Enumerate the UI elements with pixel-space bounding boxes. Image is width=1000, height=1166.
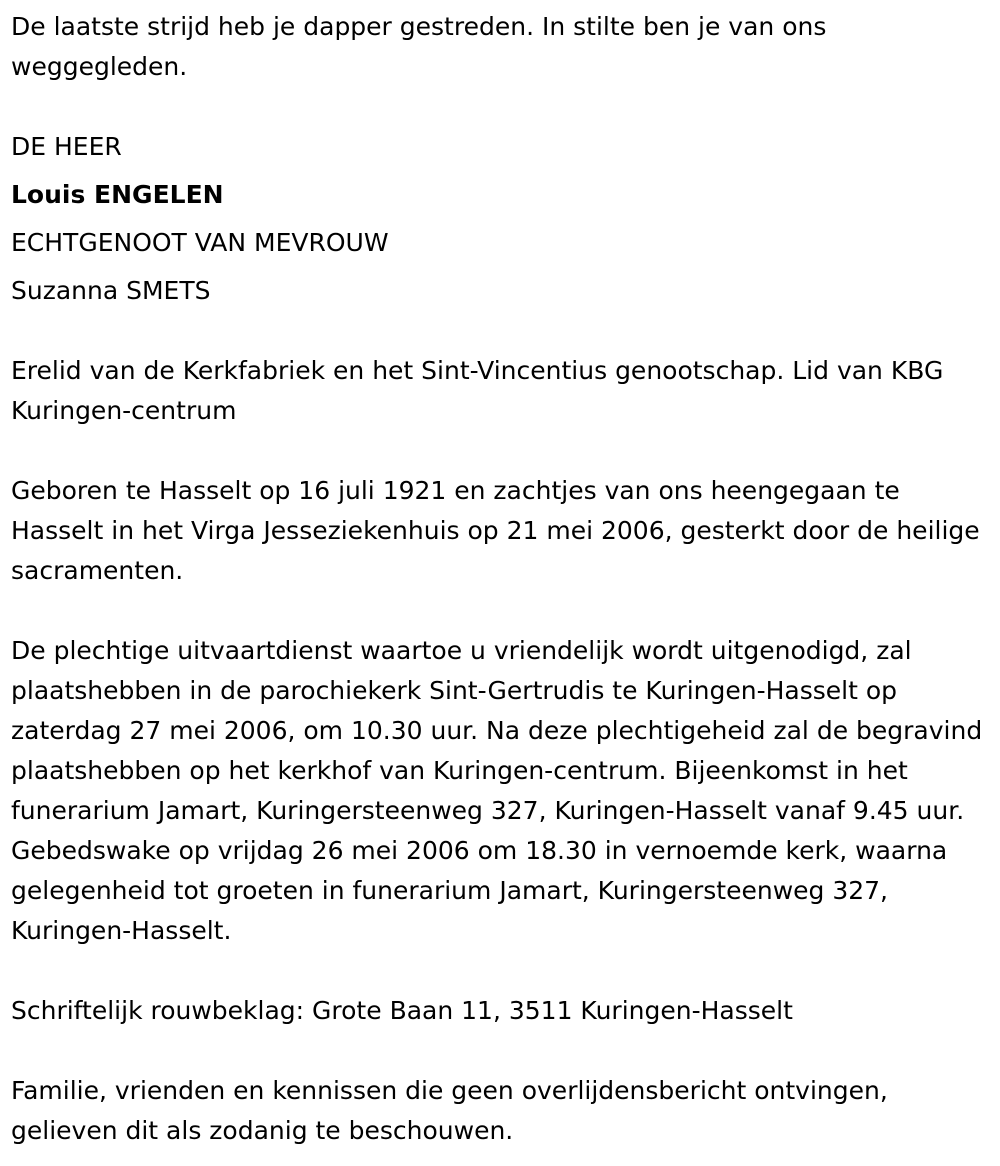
- closing-note: Familie, vrienden en kennissen die geen overlijdensbericht ontvingen, gelieven dit als zodanig te beschouwen.: [11, 1076, 888, 1145]
- paragraph-gap: [11, 591, 990, 631]
- funeral-details-paragraph: De plechtige uitvaartdienst waartoe u vriendelijk wordt uitgenodigd, zal plaatshebben in de parochiekerk Sint-Gertrudis te Kuringen-Hasselt op zaterdag 27 mei 2006, om 10.30 uur. Na deze plechtigeheid zal de begravind plaatshebben op het kerkhof van Kuringen-centrum. Bijeenkomst in het funerarium Jamart, Kuringersteenweg 327, Kuringen-Hasselt vanaf 9.45 uur. Gebedswake op vrijdag 26 mei 2006 om 18.30 in vernoemde kerk, waarna gelegenheid tot groeten in funerarium Jamart, Kuringersteenweg 327, Kuringen-Hasselt.: [11, 636, 983, 945]
- paragraph-gap: [11, 1031, 990, 1071]
- spouse-name: Suzanna SMETS: [11, 276, 211, 305]
- paragraph-gap: [11, 87, 990, 127]
- paragraph-gap: [11, 951, 990, 991]
- condolence-address: Schriftelijk rouwbeklag: Grote Baan 11, 3511 Kuringen-Hasselt: [11, 996, 793, 1025]
- relation-line: ECHTGENOOT VAN MEVROUW: [11, 228, 389, 257]
- paragraph-gap: [11, 431, 990, 471]
- memberships-paragraph: Erelid van de Kerkfabriek en het Sint-Vincentius genootschap. Lid van KBG Kuringen-centrum: [11, 356, 944, 425]
- birth-death-paragraph: Geboren te Hasselt op 16 juli 1921 en zachtjes van ons heengegaan te Hasselt in het Virga Jesseziekenhuis op 21 mei 2006, gesterkt door de heilige sacramenten.: [11, 476, 980, 585]
- title-line: DE HEER: [11, 132, 122, 161]
- opening-verse: De laatste strijd heb je dapper gestreden. In stilte ben je van ons weggegleden.: [11, 12, 827, 81]
- paragraph-gap: [11, 311, 990, 351]
- deceased-name: Louis ENGELEN: [11, 180, 224, 209]
